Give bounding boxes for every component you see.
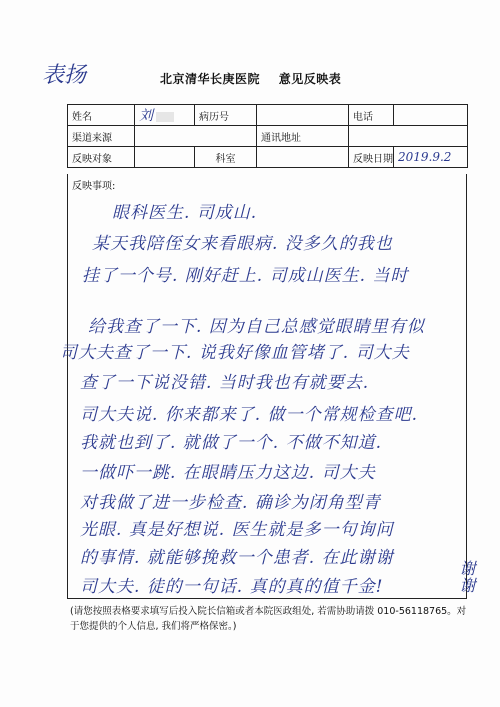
handwritten-line: 的事情. 就能够挽救一个患者. 在此谢谢 xyxy=(80,548,394,568)
channel-label: 渠道来源 xyxy=(68,126,135,147)
praise-annotation: 表扬 xyxy=(42,63,87,88)
header-table xyxy=(67,104,468,168)
handwritten-line: 某天我陪侄女来看眼病. 没多久的我也 xyxy=(92,234,393,254)
handwritten-line: 司大夫查了一下. 说我好像血管堵了. 司大夫 xyxy=(60,343,410,363)
handwritten-line: 给我查了一下. 因为自己总感觉眼睛里有似 xyxy=(88,317,425,337)
dept-value xyxy=(257,147,349,168)
handwritten-line: 对我做了进一步检查. 确诊为闭角型青 xyxy=(80,493,381,513)
hospital-name: 北京清华长庚医院 xyxy=(160,72,261,86)
address-label: 通讯地址 xyxy=(257,126,349,147)
handwritten-line: 司大夫说. 你来都来了. 做一个常规检查吧. xyxy=(80,405,419,425)
handwritten-line: 我就也到了. 就做了一个. 不做不知道. xyxy=(80,433,383,453)
handwritten-line: 眼科医生. 司成山. xyxy=(112,203,258,223)
address-value xyxy=(349,126,468,147)
handwritten-line: 光眼. 真是好想说. 医生就是多一句询问 xyxy=(80,520,394,540)
name-label: 姓名 xyxy=(68,105,135,126)
handwritten-line: 司大夫. 徒的一句话. 真的真的值千金! xyxy=(80,577,384,597)
target-value xyxy=(135,147,195,168)
footer-note: (请您按照表格要求填写后投入院长信箱或者本院医政组处, 若需协助请拨 010-56118765。对于您提供的个人信息, 我们将严格保密。) xyxy=(70,606,467,632)
record-label: 病历号 xyxy=(195,105,257,126)
channel-value xyxy=(135,126,257,147)
feedback-body-label: 反映事项: xyxy=(72,181,116,192)
form-name: 意见反映表 xyxy=(278,72,342,86)
date-label: 反映日期 xyxy=(349,147,394,168)
phone-label: 电话 xyxy=(349,105,394,126)
date-value: 2019.9.2 xyxy=(394,147,468,168)
handwritten-line: 查了一下说没错. 当时我也有就要去. xyxy=(80,373,370,393)
record-value xyxy=(257,105,349,126)
margin-note: 谢谢 xyxy=(457,560,476,594)
phone-value xyxy=(394,105,468,126)
handwritten-line: 挂了一个号. 刚好赶上. 司成山医生. 当时 xyxy=(82,266,409,286)
dept-label: 科室 xyxy=(195,147,257,168)
redaction-mark xyxy=(156,112,174,122)
form-title xyxy=(160,70,355,87)
target-label: 反映对象 xyxy=(68,147,135,168)
name-value: 刘 xyxy=(135,105,195,126)
handwritten-line: 一做吓一跳. 在眼睛压力这边. 司大夫 xyxy=(80,463,376,483)
